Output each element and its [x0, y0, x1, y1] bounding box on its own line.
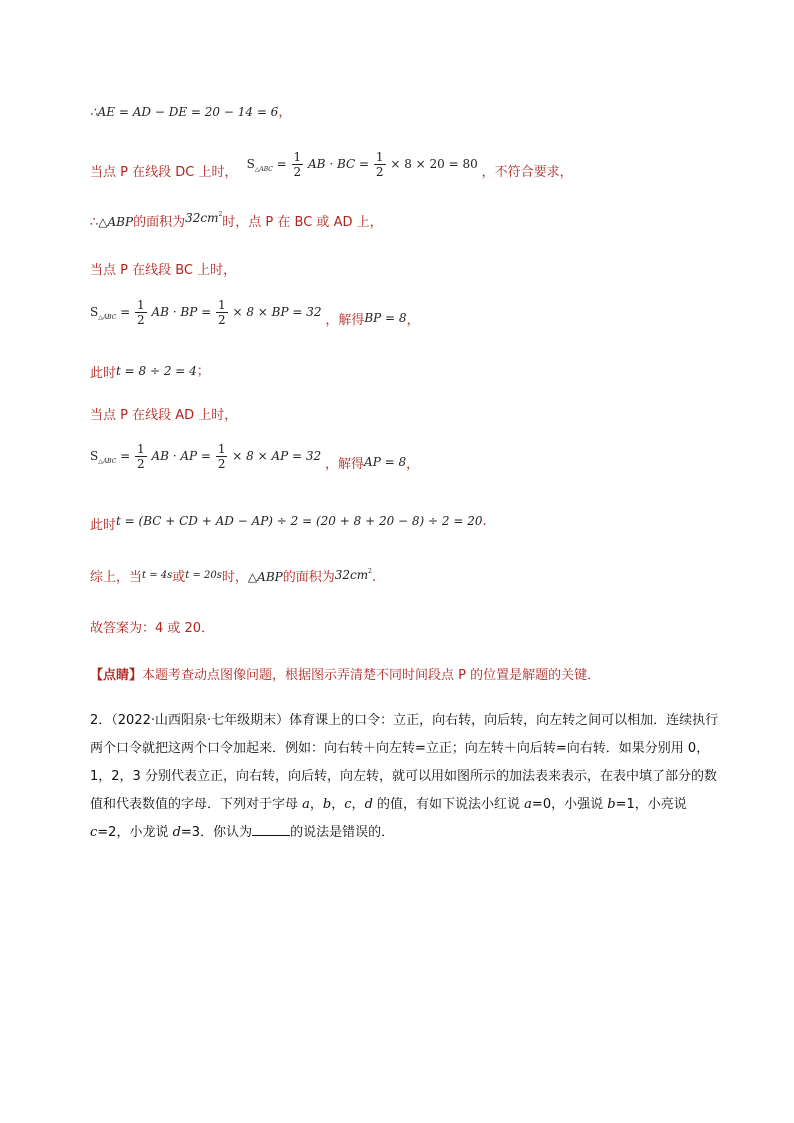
triangle-abp: △ABP — [98, 215, 134, 229]
area-formula-dc: $S_{\triangle ABC}$ = $\frac{1}{2}$ AB · BC = $\frac{1}{2}$ × 8 × 20 = 80 — [246, 150, 478, 179]
at-this-time-label: 此时 — [90, 518, 117, 533]
problem-text: 的值，有如下说法小红说 — [372, 797, 525, 812]
area-subscript: △ABC — [254, 166, 273, 173]
problem-2 — [90, 707, 726, 847]
area-subscript: △ABC — [98, 458, 117, 465]
letter-d: d — [364, 797, 373, 812]
fraction-denominator: 2 — [136, 313, 145, 327]
comment-line — [90, 664, 600, 683]
punctuation: ， — [278, 105, 292, 120]
solve-label: ，解得 — [325, 313, 365, 328]
solution-line-dc — [90, 150, 573, 179]
solution-line-bc-case: 当点 P 在线段 BC 上时， — [90, 263, 237, 278]
fraction-half — [216, 442, 228, 471]
letter-a: a — [302, 797, 310, 812]
letter-a: a — [524, 797, 532, 812]
ae-equation: ∴AE = AD − DE = 20 − 14 = 6 — [90, 105, 279, 119]
t-equation-ad: t = (BC + CD + AD − AP) ÷ 2 = (20 + 8 + 20 − 8) ÷ 2 = 20 — [116, 514, 483, 528]
solution-line-ad-formula — [90, 442, 419, 471]
answer-line: 故答案为：4 或 20． — [90, 621, 215, 636]
triangle-abp: △ABP — [247, 570, 283, 584]
therefore-symbol: ∴ — [90, 215, 99, 230]
punctuation: ， — [406, 457, 420, 472]
separator: ， — [309, 797, 323, 812]
fraction-half — [135, 298, 147, 327]
fraction-numerator: 1 — [217, 298, 226, 312]
when-label: 时， — [221, 570, 248, 585]
punctuation: ， — [406, 313, 420, 328]
area-number: 32cm — [334, 568, 369, 582]
letter-d: d — [172, 825, 181, 840]
problem-text: =3．你认为 — [180, 825, 253, 840]
punctuation: . — [482, 514, 487, 529]
solution-line-summary — [90, 566, 376, 585]
problem-text: =2，小龙说 — [97, 825, 173, 840]
solution-line-ae — [90, 101, 291, 120]
area-label: 的面积为 — [133, 215, 186, 230]
bp-result: BP = 8 — [364, 311, 407, 325]
summary-label: 综上，当 — [90, 570, 143, 585]
problem-text: 2．（2022·山西阳泉·七年级期末）体育课上的口令：立正，向右转，向后转，向左转之间可以相加．连续执行两个口令就把这两个口令加起来．例如：向右转＋向左转=立正；向左转＋向后转=向右转．如果分别用 0，1，2，3 分别代表立正，向右转，向后转，向左转，就可以用如图所示的加法表来表示，在表中填了部分的数值和代表数值的字母．下列对于字母 — [90, 713, 719, 812]
comment-text: 本题考查动点图像问题，根据图示弄清楚不同时间段点 P 的位置是解题的关键． — [142, 668, 601, 683]
area-symbol: S — [246, 157, 255, 171]
solve-label: ，解得 — [325, 457, 365, 472]
fraction-numerator: 1 — [136, 442, 145, 456]
solution-line-area-condition — [90, 211, 383, 230]
solution-line-t-bc — [90, 360, 210, 379]
answer-blank[interactable] — [252, 823, 290, 836]
fraction-denominator: 2 — [136, 457, 145, 471]
comment-tag: 【点睛】 — [90, 668, 143, 683]
problem-text: =0，小强说 — [531, 797, 608, 812]
problem-text: 的说法是错误的． — [290, 825, 395, 840]
fraction-half — [216, 298, 228, 327]
formula-result: × 8 × 20 = 80 — [390, 157, 478, 171]
letter-c: c — [344, 797, 352, 812]
area-value — [335, 568, 372, 582]
fraction-half — [135, 442, 147, 471]
area-symbol: S — [90, 449, 99, 463]
fraction-half — [292, 150, 304, 179]
ap-result: AP = 8 — [364, 455, 407, 469]
problem-text: =1，小亮说 — [615, 797, 687, 812]
fraction-half — [374, 150, 386, 179]
separator: ， — [351, 797, 365, 812]
punctuation: . — [371, 570, 377, 585]
fraction-numerator: 1 — [217, 442, 226, 456]
fraction-numerator: 1 — [375, 150, 384, 164]
formula-part: AB · BP = — [151, 305, 212, 319]
formula-result: × 8 × AP = 32 — [232, 449, 322, 463]
square-exponent: 2 — [218, 211, 223, 218]
area-symbol: S — [90, 305, 99, 319]
fraction-numerator: 1 — [293, 150, 302, 164]
letter-c: c — [90, 825, 98, 840]
dc-case-conclusion: ，不符合要求， — [481, 165, 573, 180]
formula-result: × 8 × BP = 32 — [232, 305, 322, 319]
square-exponent: 2 — [368, 568, 372, 575]
fraction-denominator: 2 — [217, 313, 226, 327]
fraction-denominator: 2 — [217, 457, 226, 471]
fraction-denominator: 2 — [293, 165, 302, 179]
solution-line-bc-formula — [90, 298, 420, 327]
or-label: 或 — [172, 570, 186, 585]
fraction-denominator: 2 — [375, 165, 384, 179]
separator: ， — [331, 797, 345, 812]
solution-line-t-ad — [90, 510, 487, 533]
formula-part: AB · BC = — [308, 157, 370, 171]
t-value-1: t = 4s — [142, 570, 173, 581]
letter-b: b — [322, 797, 332, 812]
fraction-numerator: 1 — [136, 298, 145, 312]
area-formula-ad: $S_{\triangle ABC}$ = $\frac{1}{2}$ AB · AP = $\frac{1}{2}$ × 8 × AP = 32 — [90, 442, 322, 471]
area-formula-bc: $S_{\triangle ABC}$ = $\frac{1}{2}$ AB · BP = $\frac{1}{2}$ × 8 × BP = 32 — [90, 298, 322, 327]
area-condition-text: 时，点 P 在 BC 或 AD 上， — [222, 215, 383, 230]
letter-b: b — [607, 797, 616, 812]
t-equation-bc: t = 8 ÷ 2 = 4 — [116, 364, 197, 378]
solution-line-ad-case: 当点 P 在线段 AD 上时， — [90, 408, 238, 423]
punctuation: ； — [196, 364, 210, 379]
area-subscript: △ABC — [98, 314, 117, 321]
at-this-time-label: 此时 — [90, 366, 117, 381]
area-label: 的面积为 — [282, 570, 335, 585]
dc-case-text: 当点 P 在线段 DC 上时， — [90, 165, 238, 180]
formula-part: AB · AP = — [151, 449, 211, 463]
area-number: 32cm — [185, 211, 219, 225]
area-value — [185, 211, 222, 225]
t-value-2: t = 20s — [185, 570, 222, 581]
